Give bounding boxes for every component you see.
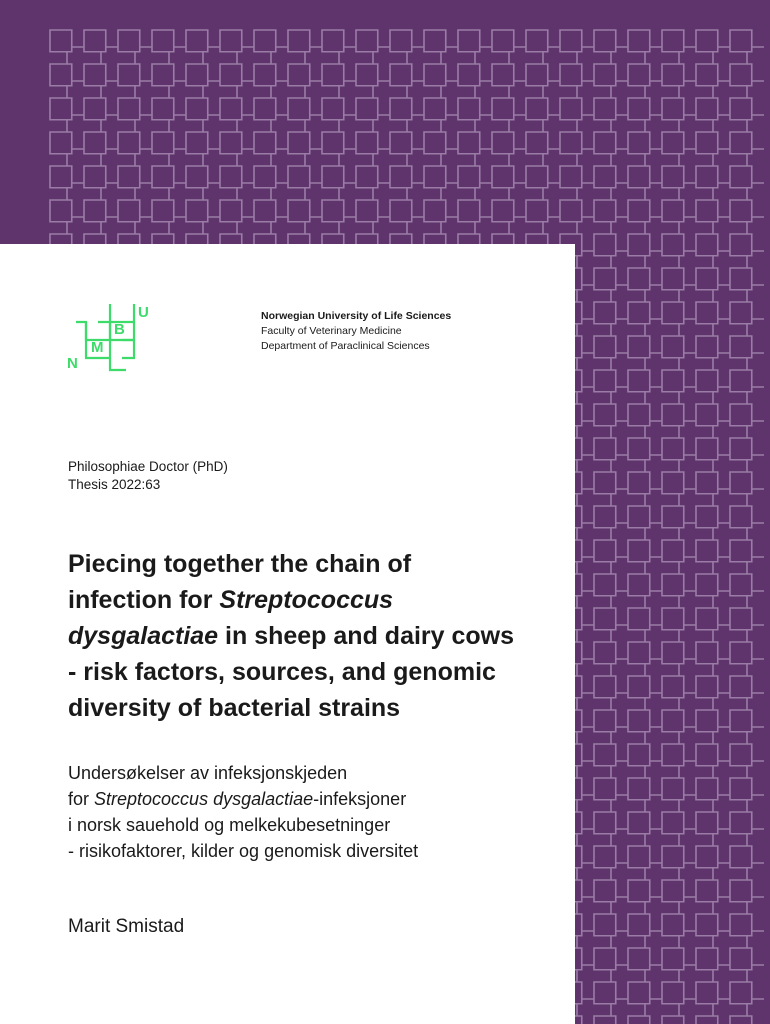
logo-letter-b: B xyxy=(114,321,125,338)
title-line-4: - risk factors, sources, and genomic xyxy=(68,658,496,686)
faculty-name: Faculty of Veterinary Medicine xyxy=(261,325,402,337)
title-line-3-text: in sheep and dairy cows xyxy=(218,622,515,650)
author-name: Marit Smistad xyxy=(68,916,185,937)
thesis-subtitle xyxy=(68,760,568,864)
university-name: Norwegian University of Life Sciences xyxy=(261,310,452,322)
thesis-number: Thesis 2022:63 xyxy=(68,477,161,492)
subtitle-line-2-post: -infeksjoner xyxy=(313,789,407,809)
logo-letter-m: M xyxy=(91,339,104,356)
logo-letter-u: U xyxy=(138,304,149,321)
title-line-2 xyxy=(68,582,568,618)
title-line-2-species: Streptococcus xyxy=(219,586,394,614)
title-line-3-species: dysgalactiae xyxy=(68,622,219,650)
title-line-5: diversity of bacterial strains xyxy=(68,694,401,722)
subtitle-line-3: i norsk sauehold og melkekubesetninger xyxy=(68,815,391,835)
subtitle-line-2 xyxy=(68,786,568,812)
subtitle-line-4: - risikofaktorer, kilder og genomisk diversitet xyxy=(68,841,419,861)
title-line-3 xyxy=(68,618,568,654)
title-line-1: Piecing together the chain of xyxy=(68,550,412,578)
logo-letter-n: N xyxy=(67,355,78,372)
institution-block xyxy=(261,309,451,354)
department-name: Department of Paraclinical Sciences xyxy=(261,340,430,352)
subtitle-line-1: Undersøkelser av infeksjonskjeden xyxy=(68,763,348,783)
subtitle-line-2-species: Streptococcus dysgalactiae xyxy=(94,789,314,809)
thesis-title xyxy=(68,546,568,726)
subtitle-line-2-pre: for xyxy=(68,789,95,809)
degree-block xyxy=(68,458,228,494)
nmbu-logo xyxy=(64,302,156,372)
degree-type: Philosophiae Doctor (PhD) xyxy=(68,459,228,474)
title-line-2-text: infection for xyxy=(68,586,220,614)
